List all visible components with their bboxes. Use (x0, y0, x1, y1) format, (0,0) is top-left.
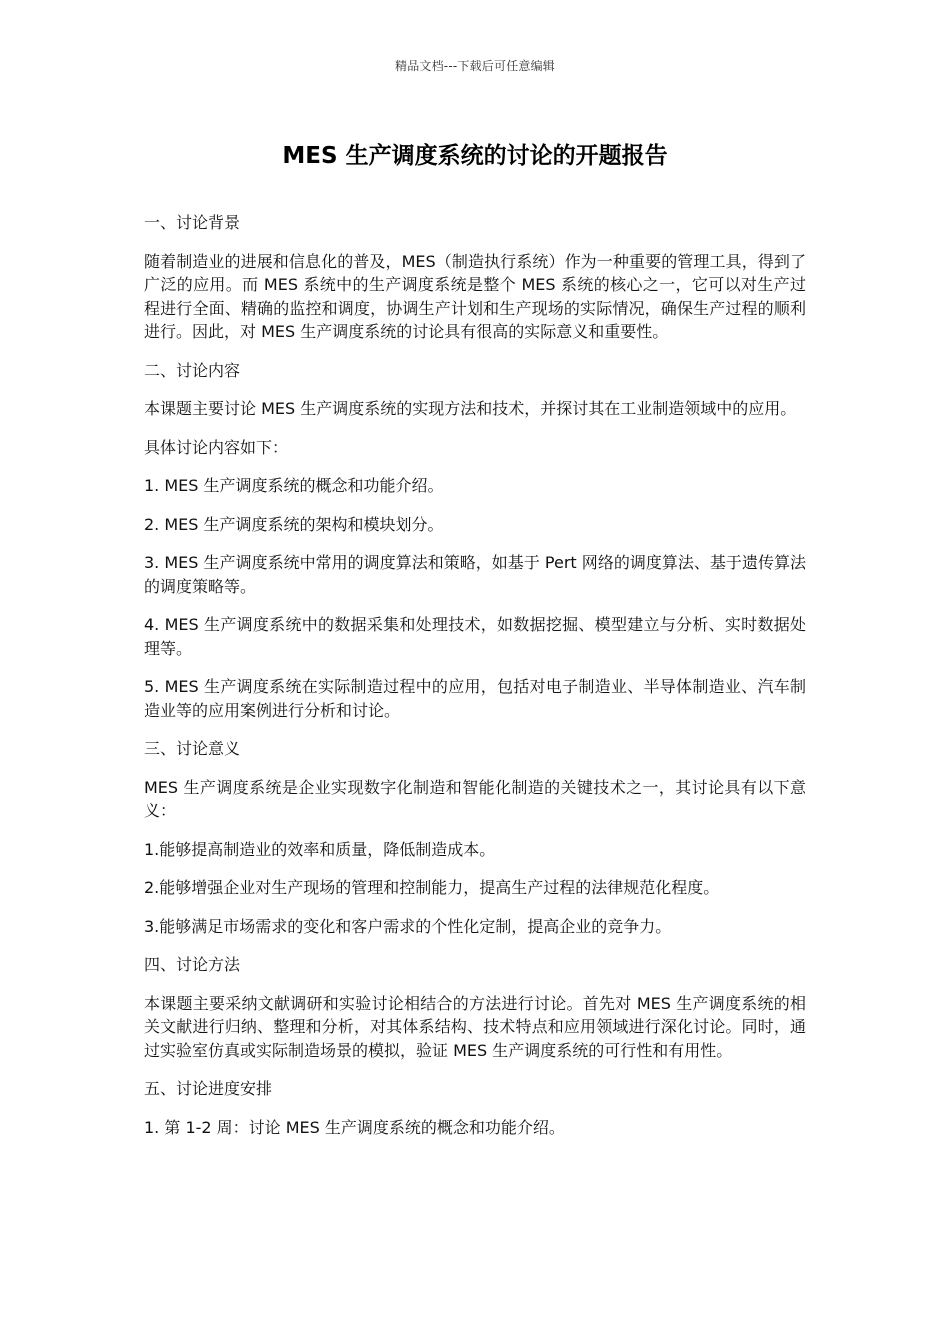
document-body (144, 211, 806, 1154)
content-list-item: 2. MES 生产调度系统的架构和模块划分。 (144, 514, 444, 534)
content-list-item: 5. MES 生产调度系统在实际制造过程中的应用，包括对电子制造业、半导体制造业、汽车制造业等的应用案例进行分析和讨论。 (144, 677, 806, 720)
method-paragraph: 本课题主要采纳文献调研和实验讨论相结合的方法进行讨论。首先对 MES 生产调度系统的相关文献进行归纳、整理和分析，对其体系结构、技术特点和应用领域进行深化讨论。同时，通过实验室仿真或实际制造场景的模拟，验证 MES 生产调度系统的可行性和有用性。 (144, 993, 806, 1060)
content-list-item: 4. MES 生产调度系统中的数据采集和处理技术，如数据挖掘、模型建立与分析、实时数据处理等。 (144, 615, 806, 658)
section-heading-method: 四、讨论方法 (144, 955, 241, 974)
section-heading-content: 二、讨论内容 (144, 360, 241, 380)
background-paragraph: 随着制造业的进展和信息化的普及，MES（制造执行系统）作为一种重要的管理工具，得到了广泛的应用。而 MES 系统中的生产调度系统是整个 MES 系统的核心之一，它可以对生产过程进行全面、精确的监控和调度，协调生产计划和生产现场的实际情况，确保生产过程的顺利进行。因此，对 MES 生产调度系统的讨论具有很高的实际意义和重要性。 (144, 251, 806, 341)
page-header: 精品文档---下载后可任意编辑 (395, 59, 555, 73)
content-list-item: 1. MES 生产调度系统的概念和功能介绍。 (144, 476, 444, 495)
section-heading-background: 一、讨论背景 (144, 213, 241, 232)
content-list-item: 3. MES 生产调度系统中常用的调度算法和策略，如基于 Pert 网络的调度算法、基于遗传算法的调度策略等。 (144, 553, 806, 596)
content-intro-paragraph: 本课题主要讨论 MES 生产调度系统的实现方法和技术，并探讨其在工业制造领域中的应用。 (144, 399, 797, 418)
significance-list-item: 1.能够提高制造业的效率和质量，降低制造成本。 (144, 839, 496, 859)
content-list-intro: 具体讨论内容如下： (144, 437, 289, 457)
section-heading-schedule: 五、讨论进度安排 (144, 1079, 273, 1098)
significance-intro-paragraph: MES 生产调度系统是企业实现数字化制造和智能化制造的关键技术之一，其讨论具有以下意义： (144, 777, 806, 820)
significance-list-item: 2.能够增强企业对生产现场的管理和控制能力，提高生产过程的法律规范化程度。 (144, 878, 720, 897)
document-title: MES 生产调度系统的讨论的开题报告 (282, 143, 668, 169)
significance-list-item: 3.能够满足市场需求的变化和客户需求的个性化定制，提高企业的竞争力。 (144, 916, 672, 936)
schedule-list-item: 1. 第 1-2 周：讨论 MES 生产调度系统的概念和功能介绍。 (144, 1117, 565, 1137)
section-heading-significance: 三、讨论意义 (144, 739, 241, 758)
